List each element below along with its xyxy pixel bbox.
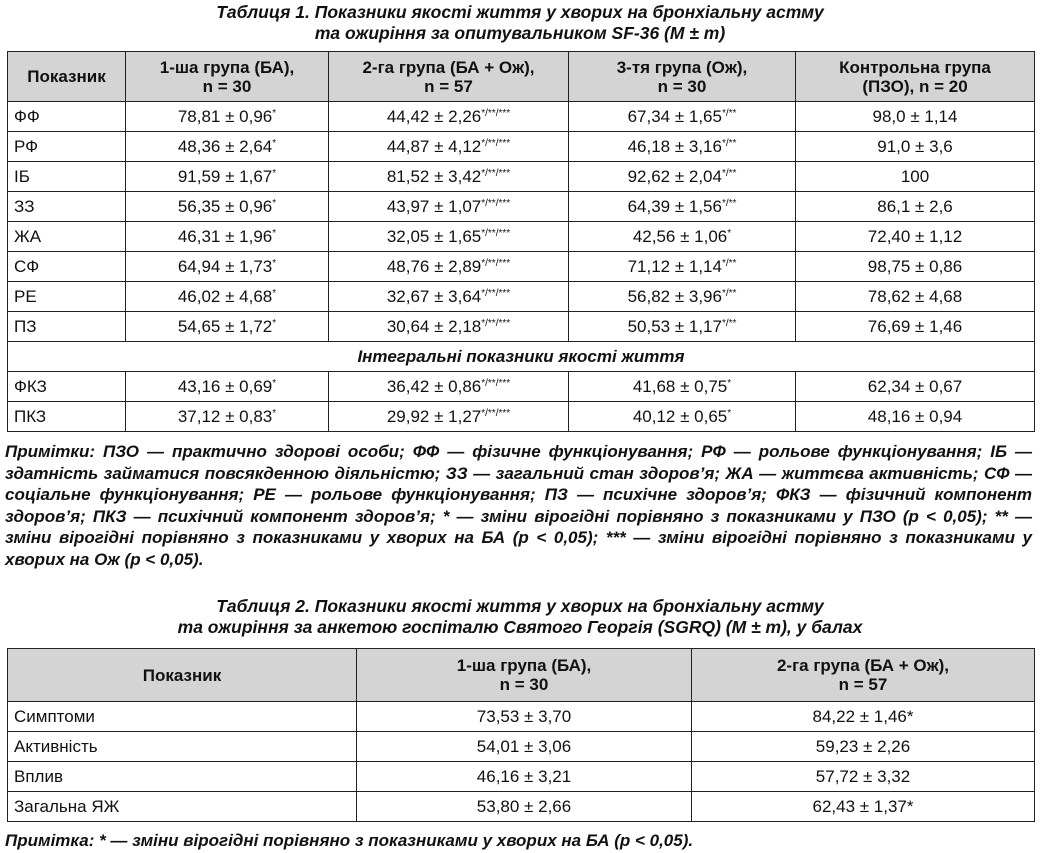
table1-header-cell: Контрольна група (ПЗО), n = 20 (796, 52, 1035, 102)
table-row (8, 192, 1035, 222)
row-label: РФ (8, 132, 126, 162)
row-label: ЗЗ (8, 192, 126, 222)
significance-mark: */** (721, 258, 737, 269)
cell-value: 48,76 ± 2,89 (386, 257, 482, 276)
table-cell (126, 102, 329, 132)
table-cell (796, 282, 1035, 312)
significance-mark: * (272, 318, 277, 329)
table-row (8, 162, 1035, 192)
table1-header-cell: Показник (8, 52, 126, 102)
cell-value: 46,31 ± 1,96 (177, 227, 273, 246)
table-cell (329, 192, 569, 222)
table2-caption (0, 596, 1040, 638)
cell-value: 62,43 ± 1,37* (692, 792, 1035, 822)
cell-value: 91,0 ± 3,6 (877, 137, 953, 156)
table-row (8, 762, 1035, 792)
table-cell (329, 252, 569, 282)
cell-value: 73,53 ± 3,70 (357, 702, 692, 732)
row-label: ЖА (8, 222, 126, 252)
table-cell (329, 162, 569, 192)
significance-mark: */**/*** (481, 108, 511, 119)
significance-mark: * (727, 228, 732, 239)
table-cell (329, 402, 569, 432)
table-cell (126, 162, 329, 192)
significance-mark: */**/*** (481, 228, 511, 239)
table-cell (329, 132, 569, 162)
table-cell (569, 312, 796, 342)
table-cell (329, 222, 569, 252)
cell-value: 76,69 ± 1,46 (867, 317, 963, 336)
table1-caption-line1: Таблиця 1. Показники якості життя у хворих на бронхіальну астму (216, 2, 824, 22)
significance-mark: * (727, 378, 732, 389)
table-cell (329, 312, 569, 342)
table2-header-cell: 2-га група (БА + Ож), n = 57 (692, 649, 1035, 702)
cell-value: 78,81 ± 0,96 (177, 107, 273, 126)
table-cell (796, 252, 1035, 282)
table1-header-cell: 1-ша група (БА), n = 30 (126, 52, 329, 102)
cell-value: 100 (900, 167, 930, 186)
cell-value: 30,64 ± 2,18 (386, 317, 482, 336)
table1-caption-line2: та ожиріння за опитувальником SF-36 (М ± m) (314, 23, 726, 43)
cell-value: 42,56 ± 1,06 (632, 227, 728, 246)
table-row (8, 732, 1035, 762)
significance-mark: */**/*** (481, 288, 511, 299)
cell-value: 98,75 ± 0,86 (867, 257, 963, 276)
significance-mark: */** (721, 108, 737, 119)
table-row (8, 402, 1035, 432)
table2-caption-line1: Таблиця 2. Показники якості життя у хворих на бронхіальну астму (216, 596, 824, 616)
cell-value: 56,82 ± 3,96 (627, 287, 722, 306)
cell-value: 72,40 ± 1,12 (867, 227, 963, 246)
table-cell (796, 402, 1035, 432)
cell-value: 84,22 ± 1,46* (692, 702, 1035, 732)
significance-mark: */** (721, 198, 737, 209)
table1-caption (0, 2, 1040, 44)
table-row (8, 792, 1035, 822)
table2-header-cell: 1-ша група (БА), n = 30 (357, 649, 692, 702)
table-cell (569, 192, 796, 222)
table-cell (796, 372, 1035, 402)
table1-header-row (8, 52, 1035, 102)
table-row (8, 282, 1035, 312)
table-cell (126, 402, 329, 432)
cell-value: 67,34 ± 1,65 (627, 107, 722, 126)
table-row (8, 102, 1035, 132)
row-label: ФКЗ (8, 372, 126, 402)
cell-value: 98,0 ± 1,14 (872, 107, 958, 126)
significance-mark: * (272, 138, 277, 149)
significance-mark: */** (721, 318, 737, 329)
table-cell (126, 192, 329, 222)
row-label: ПКЗ (8, 402, 126, 432)
row-label: Активність (8, 732, 357, 762)
row-label: СФ (8, 252, 126, 282)
cell-value: 44,87 ± 4,12 (386, 137, 482, 156)
table-cell (796, 132, 1035, 162)
table-cell (569, 282, 796, 312)
table-cell (796, 192, 1035, 222)
table1 (7, 51, 1035, 432)
cell-value: 43,97 ± 1,07 (386, 197, 482, 216)
cell-value: 48,16 ± 0,94 (867, 407, 963, 426)
cell-value: 40,12 ± 0,65 (632, 407, 728, 426)
table-cell (796, 222, 1035, 252)
significance-mark: */**/*** (481, 198, 511, 209)
cell-value: 62,34 ± 0,67 (867, 377, 963, 396)
cell-value: 46,18 ± 3,16 (627, 137, 722, 156)
significance-mark: * (272, 378, 277, 389)
significance-mark: */**/*** (481, 318, 511, 329)
significance-mark: */**/*** (481, 378, 511, 389)
cell-value: 41,68 ± 0,75 (632, 377, 728, 396)
table1-header-cell: 2-га група (БА + Ож), n = 57 (329, 52, 569, 102)
table-row (8, 312, 1035, 342)
table-cell (329, 282, 569, 312)
table-cell (569, 372, 796, 402)
cell-value: 86,1 ± 2,6 (877, 197, 953, 216)
cell-value: 36,42 ± 0,86 (386, 377, 482, 396)
significance-mark: * (272, 168, 277, 179)
significance-mark: * (272, 108, 277, 119)
row-label: РЕ (8, 282, 126, 312)
table-cell (126, 252, 329, 282)
table2-notes: Примітка: * — зміни вірогідні порівняно з показниками у хворих на БА (р < 0,05). (5, 831, 694, 850)
table-cell (796, 102, 1035, 132)
cell-value: 53,80 ± 2,66 (357, 792, 692, 822)
cell-value: 54,01 ± 3,06 (357, 732, 692, 762)
cell-value: 50,53 ± 1,17 (627, 317, 722, 336)
cell-value: 32,05 ± 1,65 (386, 227, 482, 246)
cell-value: 29,92 ± 1,27 (386, 407, 482, 426)
table-row (8, 252, 1035, 282)
cell-value: 59,23 ± 2,26 (692, 732, 1035, 762)
cell-value: 32,67 ± 3,64 (386, 287, 482, 306)
cell-value: 56,35 ± 0,96 (177, 197, 273, 216)
table-cell (796, 162, 1035, 192)
row-label: Симптоми (8, 702, 357, 732)
cell-value: 48,36 ± 2,64 (177, 137, 273, 156)
cell-value: 81,52 ± 3,42 (386, 167, 482, 186)
cell-value: 91,59 ± 1,67 (177, 167, 273, 186)
cell-value: 64,39 ± 1,56 (627, 197, 722, 216)
significance-mark: * (272, 198, 277, 209)
table-row (8, 222, 1035, 252)
row-label: ІБ (8, 162, 126, 192)
cell-value: 46,02 ± 4,68 (177, 287, 273, 306)
cell-value: 46,16 ± 3,21 (357, 762, 692, 792)
table-cell (126, 372, 329, 402)
significance-mark: * (272, 228, 277, 239)
table1-notes: Примітки: ПЗО — практично здорові особи; ФФ — фізичне функціонування; РФ — рольове функціонування; ІБ — здатність займатися повсякденною діяльністю; ЗЗ — загальний стан здоров’я; ЖА — життєва активність; СФ — соціальне функціонування; РЕ — рольове функціонування; ПЗ — психічне здоров’я; ФКЗ — фізичний компонент здоров’я; ПКЗ — психічний компонент здоров’я; * — зміни вірогідні порівняно з показниками у ПЗО (р < 0,05); ** — зміни вірогідні порівняно з показниками у хворих на БА (р < 0,05); *** — зміни вірогідні порівняно з показниками у хворих на Ож (р < 0,05). (5, 442, 1032, 569)
cell-value: 71,12 ± 1,14 (627, 257, 722, 276)
significance-mark: * (272, 258, 277, 269)
table-cell (329, 102, 569, 132)
table2-header-row (8, 649, 1035, 702)
row-label: ФФ (8, 102, 126, 132)
cell-value: 54,65 ± 1,72 (177, 317, 273, 336)
table-cell (569, 222, 796, 252)
significance-mark: * (727, 408, 732, 419)
table2-header-cell: Показник (8, 649, 357, 702)
cell-value: 44,42 ± 2,26 (386, 107, 482, 126)
table-cell (126, 222, 329, 252)
table-cell (329, 372, 569, 402)
table2-caption-line2: та ожиріння за анкетою госпіталю Святого Георгія (SGRQ) (М ± m), у балах (177, 617, 863, 637)
significance-mark: */**/*** (481, 138, 511, 149)
table1-header-cell: 3-тя група (Ож), n = 30 (569, 52, 796, 102)
cell-value: 37,12 ± 0,83 (177, 407, 273, 426)
cell-value: 57,72 ± 3,32 (692, 762, 1035, 792)
significance-mark: */**/*** (481, 408, 511, 419)
row-label: Загальна ЯЖ (8, 792, 357, 822)
significance-mark: */**/*** (481, 168, 511, 179)
table-cell (126, 132, 329, 162)
section-row (8, 342, 1035, 372)
table-row (8, 702, 1035, 732)
significance-mark: * (272, 288, 277, 299)
significance-mark: */**/*** (481, 258, 511, 269)
significance-mark: * (272, 408, 277, 419)
cell-value: 43,16 ± 0,69 (177, 377, 273, 396)
significance-mark: */** (721, 168, 737, 179)
table-row (8, 372, 1035, 402)
row-label: ПЗ (8, 312, 126, 342)
table-cell (569, 162, 796, 192)
table-cell (569, 402, 796, 432)
table-cell (569, 102, 796, 132)
table-cell (569, 252, 796, 282)
table-cell (126, 282, 329, 312)
table-cell (126, 312, 329, 342)
table-cell (796, 312, 1035, 342)
table2 (7, 648, 1035, 822)
significance-mark: */** (721, 288, 737, 299)
table-row (8, 132, 1035, 162)
cell-value: 92,62 ± 2,04 (627, 167, 722, 186)
cell-value: 78,62 ± 4,68 (867, 287, 963, 306)
significance-mark: */** (721, 138, 737, 149)
section-title: Інтегральні показники якості життя (8, 342, 1035, 372)
cell-value: 64,94 ± 1,73 (177, 257, 273, 276)
table-cell (569, 132, 796, 162)
row-label: Вплив (8, 762, 357, 792)
